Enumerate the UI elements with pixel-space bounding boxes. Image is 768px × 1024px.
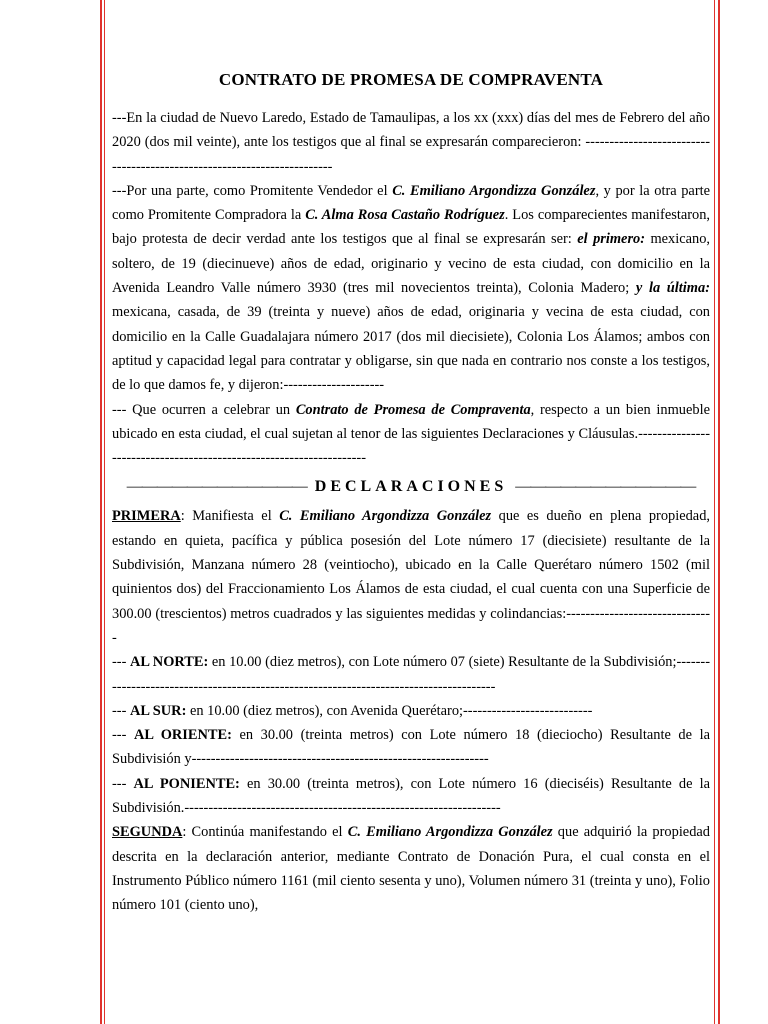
intro-p2-part-e: mexicana, casada, de 39 (treinta y nueve) años de edad, originaria y vecina de esta ciudad, con domicilio en la Calle Guadalajara número 2017 (dos mil diecisiete), Colonia Los Álamos; ambos con aptitud y capacidad legal para contratar y obligarse, sin que nada en contrario nos conste a los testigos, de lo que damos fe, y dijeron:--------------------- — [112, 304, 710, 394]
declaraciones-heading-row — [112, 478, 710, 496]
boundary-label: AL ORIENTE: — [133, 727, 232, 744]
right-margin-line-outer — [718, 0, 720, 1024]
intro-p3-part-b: , respecto a un bien inmueble ubicado en esta ciudad, el cual sujetan al tenor de las siguientes Declaraciones y Cláusulas.-------------------------------------------------------------------- — [112, 401, 710, 467]
segunda-owner-name: C. Emiliano Argondizza González — [347, 824, 553, 841]
boundary-east — [112, 723, 710, 772]
segunda-part-a: : Continúa manifestando el — [182, 824, 348, 841]
intro-p3-part-a: --- Que ocurren a celebrar un — [112, 401, 296, 418]
intro-p1-text: ---En la ciudad de Nuevo Laredo, Estado de Tamaulipas, a los xx (xxx) días del mes de Febrero del año 2020 (dos mil veinte), ante los testigos que al final se expresarán comparecieron: ------------------------------------------------------------------------ — [112, 110, 710, 175]
boundary-label: AL PONIENTE: — [133, 775, 240, 792]
boundary-south — [112, 699, 710, 723]
primera-owner-name: C. Emiliano Argondizza González — [279, 508, 492, 525]
boundary-prefix: --- — [112, 702, 130, 719]
heading-bar-right: ———————————— — [515, 478, 696, 496]
segunda-label: SEGUNDA — [112, 824, 183, 841]
primera-part-b: que es dueño en plena propiedad, estando en quieta, pacífica y pública posesión del Lote número 17 (diecisiete) resultante de la Subdivisión, Manzana número 28 (veintiocho), ubicado en la Calle Querétaro número 1502 (mil quinientos dos) del Fraccionamiento Los Álamos de esta ciudad, el cual cuenta con una Superficie de 300.00 (trescientos) metros cuadrados y las siguientes medidas y colindancias:------------------------------- — [112, 508, 710, 646]
left-margin-line-inner — [104, 0, 105, 1024]
intro-p2-part-b: , y por la otra parte como Promitente Compradora la — [112, 182, 710, 224]
document-page — [112, 70, 710, 918]
boundary-prefix: --- — [112, 654, 130, 671]
declaraciones-heading: DECLARACIONES — [314, 478, 508, 496]
boundary-text: en 10.00 (diez metros), con Avenida Querétaro;--------------------------- — [186, 702, 593, 719]
la-ultima-label: y la última: — [635, 280, 710, 297]
heading-bar-left: ———————————— — [126, 478, 307, 496]
boundary-north — [112, 650, 710, 699]
vendor-name: C. Emiliano Argondizza González — [392, 182, 596, 199]
intro-paragraph-2 — [112, 179, 710, 398]
boundary-label: AL SUR: — [129, 702, 187, 719]
boundary-text: en 30.00 (treinta metros) con Lote número 18 (dieciocho) Resultante de la Subdivisión y-------------------------------------------------------------- — [112, 727, 710, 768]
boundary-label: AL NORTE: — [130, 654, 209, 671]
boundary-west — [112, 772, 710, 821]
primera-declaration — [112, 504, 710, 650]
left-margin-line-outer — [100, 0, 102, 1024]
boundary-prefix: --- — [112, 775, 134, 792]
boundary-text: en 10.00 (diez metros), con Lote número 07 (siete) Resultante de la Subdivisión;--------------------------------------------------------------------------------------- — [112, 654, 710, 695]
primera-label: PRIMERA — [112, 508, 181, 525]
el-primero-label: el primero: — [577, 231, 646, 248]
intro-p2-part-c: . Los comparecientes manifestaron, bajo protesta de decir verdad ante los testigos que al final se expresarán ser: — [112, 207, 710, 248]
intro-p2-part-a: ---Por una parte, como Promitente Vendedor el — [112, 182, 393, 199]
intro-p2-part-d: mexicano, soltero, de 19 (diecinueve) años de edad, originario y vecino de esta ciudad, con domicilio en la Avenida Leandro Valle número 3930 (tres mil novecientos treinta), Colonia Madero; — [112, 231, 711, 297]
document-title: CONTRATO DE PROMESA DE COMPRAVENTA — [218, 70, 604, 89]
buyer-name: C. Alma Rosa Castaño Rodríguez — [305, 207, 505, 224]
intro-paragraph-3 — [112, 398, 710, 471]
primera-part-a: : Manifiesta el — [180, 508, 280, 525]
boundary-text: en 30.00 (treinta metros), con Lote número 16 (dieciséis) Resultante de la Subdivisión.------------------------------------------------------------------ — [112, 775, 710, 817]
right-margin-line-inner — [714, 0, 715, 1024]
boundary-prefix: --- — [112, 727, 134, 744]
intro-paragraph-1 — [112, 106, 710, 179]
segunda-declaration — [112, 820, 710, 917]
contract-name: Contrato de Promesa de Compraventa — [295, 401, 531, 418]
segunda-part-b: que adquirió la propiedad descrita en la declaración anterior, mediante Contrato de Donación Pura, el cual consta en el Instrumento Público número 1161 (mil ciento sesenta y uno), Volumen número 31 (treinta y uno), Folio número 101 (ciento uno), — [112, 824, 710, 914]
